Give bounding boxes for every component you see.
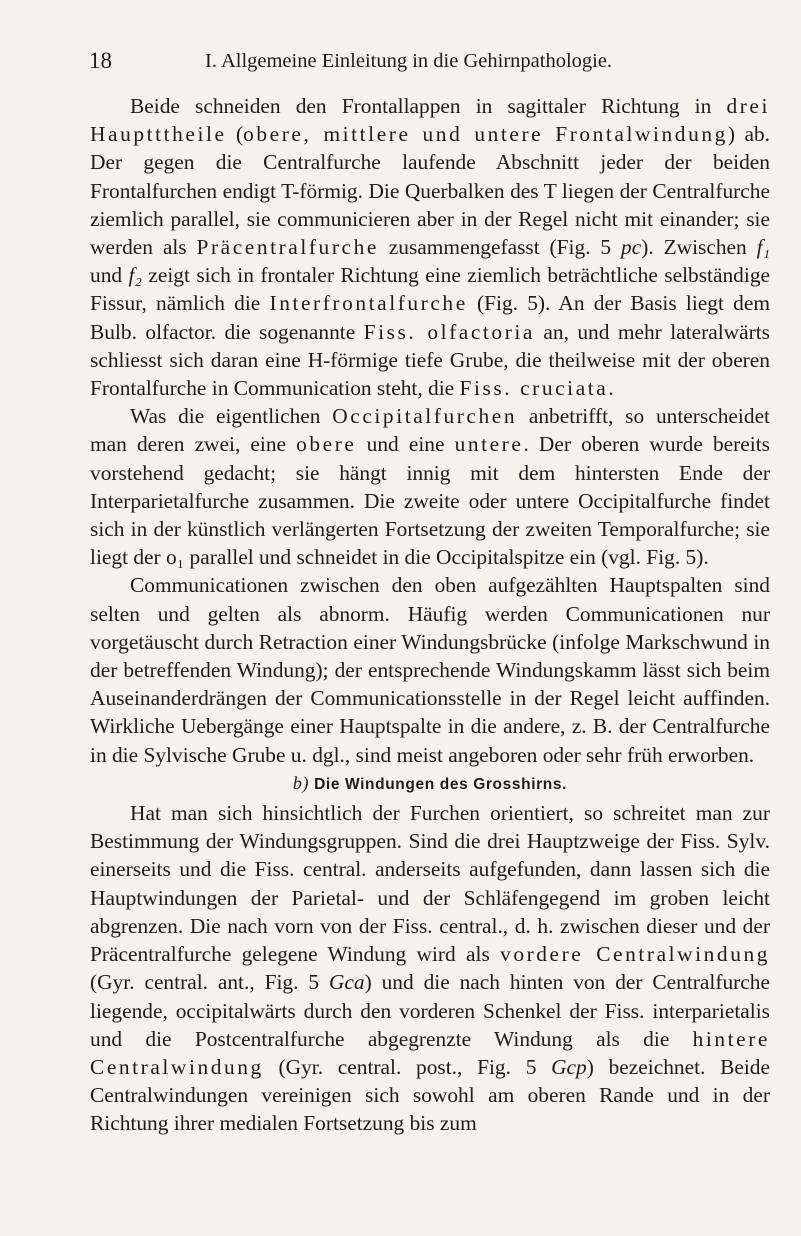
figure-label: Gcp [551,1054,587,1079]
section-subheading [90,769,770,799]
figure-label: f₂ [128,263,142,288]
figure-label: pc [621,235,642,260]
body-text [90,92,770,1138]
running-title: I. Allgemeine Einleitung in die Gehirnpathologie. [205,50,613,72]
paragraph-frontal-furrows: Beide schneiden den Frontallappen in sagittaler Richtung in drei Hauptttheile (obere, mittlere und untere Frontalwindung) ab. Der gegen die Centralfurche laufende Abschnitt jeder der beiden Frontalfurchen endigt T-förmig. Die Querbalken des T liegen der Centralfurche ziemlich parallel, sie communicieren aber in der Regel nicht mit einander; sie werden als Präcentralfurche zusammengefasst (Fig. 5 pc). Zwischen f₁ und f₂ zeigt sich in frontaler Richtung eine ziemlich beträchtliche selbständige Fissur, nämlich die Interfrontalfurche (Fig. 5). An der Basis liegt dem Bulb. olfactor. die sogenannte Fiss. olfactoria an, und mehr lateralwärts schliesst sich daran eine H-förmige tiefe Grube, die theilweise mit der oberen Frontalfurche in Communication steht, die Fiss. cruciata. [90,94,771,401]
figure-label: f₁ [756,235,771,260]
page-number: 18 [89,48,112,73]
spaced-term: vordere Centralwindung [500,942,770,967]
spaced-term: Präcentralfurche [196,235,379,260]
spaced-term: untere [454,432,524,457]
spaced-term: Occipitalfurchen [332,404,518,429]
paragraph-gyri: Hat man sich hinsichtlich der Furchen orientiert, so schreitet man zur Bestimmung der Windungsgruppen. Sind die drei Hauptzweige der Fiss. Sylv. einerseits und die Fiss. central. anderseits aufgefunden, dann lassen sich die Hauptwindungen der Parietal- und der Schläfengegend im groben leicht abgrenzen. Die nach vorn von der Fiss. central., d. h. zwischen dieser und der Präcentralfurche gelegene Windung wird als vordere Centralwindung (Gyr. central. ant., Fig. 5 Gca) und die nach hinten von der Centralfurche liegende, occipitalwärts durch den vorderen Schenkel der Fiss. interparietalis und die Postcentralfurche abgegrenzte Windung als die hintere Centralwindung (Gyr. central. post., Fig. 5 Gcp) bezeichnet. Beide Centralwindungen vereinigen sich sowohl am oberen Rande und in der Richtung ihrer medialen Fortsetzung bis zum [90,801,770,1136]
figure-label: Gca [328,970,365,995]
subheading-letter: b) [292,772,310,793]
page-header [0,38,801,78]
spaced-term: Interfrontalfurche [269,291,468,316]
spaced-term: Fiss. olfactoria [363,319,535,344]
spaced-term: obere, mittlere und untere Frontalwindung [243,122,728,147]
spaced-term: drei Hauptttheile [90,94,770,147]
paragraph-communications: Communicationen zwischen den oben aufgezählten Hauptspalten sind selten und gelten als abnorm. Häufig werden Communicationen nur vorgetäuscht durch Retraction einer Windungsbrücke (infolge Markschwund in der betreffenden Windung); der entsprechende Windungskamm lässt sich beim Auseinanderdrängen der Communicationsstelle in der Regel leicht auffinden. Wirkliche Uebergänge einer Hauptspalte in die andere, z. B. der Centralfurche in die Sylvische Grube u. dgl., sind meist angeboren oder sehr früh erworben. [90,573,770,767]
spaced-term: hintere Centralwindung [90,1026,770,1079]
spaced-term: Fiss. cruciata [459,376,609,401]
spaced-term: obere [296,432,357,457]
subheading-title: Die Windungen des Grosshirns. [314,775,568,793]
paragraph-occipital-furrows: Was die eigentlichen Occipitalfurchen anbetrifft, so unterscheidet man deren zwei, eine obere und eine untere. Der oberen wurde bereits vorstehend gedacht; sie hängt innig mit dem hintersten Ende der Interparietalfurche zusammen. Die zweite oder untere Occipitalfurche findet sich in der künstlich verlängerten Fortsetzung der zweiten Temporalfurche; sie liegt der o₁ parallel und schneidet in die Occipitalspitze ein (vgl. Fig. 5). [90,404,771,570]
